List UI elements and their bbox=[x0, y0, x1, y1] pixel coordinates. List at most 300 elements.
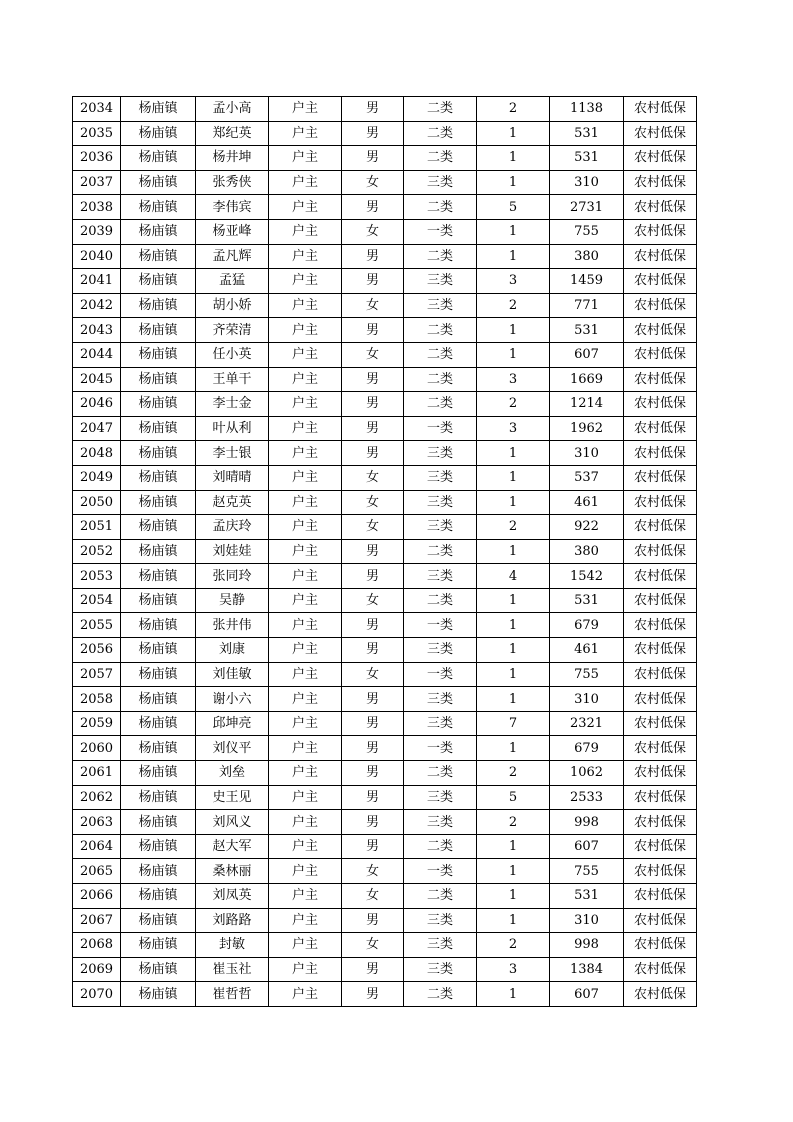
relation-cell: 户主 bbox=[269, 97, 342, 122]
town-cell: 杨庙镇 bbox=[121, 146, 196, 171]
table-row bbox=[73, 834, 697, 859]
name-cell: 崔哲哲 bbox=[196, 982, 269, 1007]
town-cell: 杨庙镇 bbox=[121, 662, 196, 687]
household-size-cell: 3 bbox=[477, 367, 550, 392]
assistance-type-cell: 农村低保 bbox=[624, 170, 697, 195]
household-size-cell: 1 bbox=[477, 146, 550, 171]
name-cell: 吴静 bbox=[196, 588, 269, 613]
relation-cell: 户主 bbox=[269, 564, 342, 589]
amount-cell: 679 bbox=[550, 736, 624, 761]
table-row bbox=[73, 97, 697, 122]
row-number-cell: 2052 bbox=[73, 539, 121, 564]
amount-cell: 1542 bbox=[550, 564, 624, 589]
category-cell: 二类 bbox=[404, 244, 477, 269]
gender-cell: 女 bbox=[342, 884, 404, 909]
town-cell: 杨庙镇 bbox=[121, 342, 196, 367]
table-row bbox=[73, 859, 697, 884]
name-cell: 任小英 bbox=[196, 342, 269, 367]
category-cell: 二类 bbox=[404, 539, 477, 564]
row-number-cell: 2043 bbox=[73, 318, 121, 343]
relation-cell: 户主 bbox=[269, 392, 342, 417]
relation-cell: 户主 bbox=[269, 908, 342, 933]
town-cell: 杨庙镇 bbox=[121, 269, 196, 294]
amount-cell: 310 bbox=[550, 908, 624, 933]
row-number-cell: 2047 bbox=[73, 416, 121, 441]
gender-cell: 男 bbox=[342, 834, 404, 859]
relation-cell: 户主 bbox=[269, 785, 342, 810]
name-cell: 孟猛 bbox=[196, 269, 269, 294]
town-cell: 杨庙镇 bbox=[121, 810, 196, 835]
amount-cell: 380 bbox=[550, 244, 624, 269]
name-cell: 孟凡辉 bbox=[196, 244, 269, 269]
name-cell: 史王见 bbox=[196, 785, 269, 810]
assistance-type-cell: 农村低保 bbox=[624, 564, 697, 589]
assistance-type-cell: 农村低保 bbox=[624, 613, 697, 638]
assistance-type-cell: 农村低保 bbox=[624, 490, 697, 515]
amount-cell: 531 bbox=[550, 146, 624, 171]
amount-cell: 771 bbox=[550, 293, 624, 318]
relation-cell: 户主 bbox=[269, 982, 342, 1007]
assistance-type-cell: 农村低保 bbox=[624, 367, 697, 392]
row-number-cell: 2060 bbox=[73, 736, 121, 761]
amount-cell: 607 bbox=[550, 982, 624, 1007]
name-cell: 杨井坤 bbox=[196, 146, 269, 171]
relation-cell: 户主 bbox=[269, 244, 342, 269]
assistance-type-cell: 农村低保 bbox=[624, 982, 697, 1007]
gender-cell: 男 bbox=[342, 416, 404, 441]
category-cell: 二类 bbox=[404, 121, 477, 146]
relation-cell: 户主 bbox=[269, 834, 342, 859]
gender-cell: 男 bbox=[342, 982, 404, 1007]
gender-cell: 男 bbox=[342, 564, 404, 589]
town-cell: 杨庙镇 bbox=[121, 564, 196, 589]
town-cell: 杨庙镇 bbox=[121, 908, 196, 933]
name-cell: 孟小高 bbox=[196, 97, 269, 122]
household-size-cell: 5 bbox=[477, 195, 550, 220]
gender-cell: 女 bbox=[342, 662, 404, 687]
name-cell: 谢小六 bbox=[196, 687, 269, 712]
row-number-cell: 2041 bbox=[73, 269, 121, 294]
household-size-cell: 1 bbox=[477, 662, 550, 687]
relation-cell: 户主 bbox=[269, 441, 342, 466]
gender-cell: 男 bbox=[342, 269, 404, 294]
household-size-cell: 3 bbox=[477, 416, 550, 441]
table-row bbox=[73, 711, 697, 736]
amount-cell: 531 bbox=[550, 884, 624, 909]
name-cell: 孟庆玲 bbox=[196, 515, 269, 540]
assistance-type-cell: 农村低保 bbox=[624, 219, 697, 244]
table-row bbox=[73, 736, 697, 761]
town-cell: 杨庙镇 bbox=[121, 219, 196, 244]
assistance-type-cell: 农村低保 bbox=[624, 539, 697, 564]
household-size-cell: 1 bbox=[477, 539, 550, 564]
town-cell: 杨庙镇 bbox=[121, 97, 196, 122]
household-size-cell: 1 bbox=[477, 687, 550, 712]
town-cell: 杨庙镇 bbox=[121, 515, 196, 540]
table-row bbox=[73, 219, 697, 244]
household-size-cell: 1 bbox=[477, 170, 550, 195]
table-row bbox=[73, 392, 697, 417]
table-row bbox=[73, 441, 697, 466]
amount-cell: 1384 bbox=[550, 957, 624, 982]
household-size-cell: 1 bbox=[477, 121, 550, 146]
relation-cell: 户主 bbox=[269, 638, 342, 663]
assistance-type-cell: 农村低保 bbox=[624, 293, 697, 318]
name-cell: 李士银 bbox=[196, 441, 269, 466]
amount-cell: 2533 bbox=[550, 785, 624, 810]
gender-cell: 男 bbox=[342, 687, 404, 712]
assistance-type-cell: 农村低保 bbox=[624, 392, 697, 417]
category-cell: 二类 bbox=[404, 884, 477, 909]
town-cell: 杨庙镇 bbox=[121, 859, 196, 884]
gender-cell: 男 bbox=[342, 121, 404, 146]
row-number-cell: 2059 bbox=[73, 711, 121, 736]
row-number-cell: 2058 bbox=[73, 687, 121, 712]
town-cell: 杨庙镇 bbox=[121, 761, 196, 786]
name-cell: 赵大军 bbox=[196, 834, 269, 859]
relation-cell: 户主 bbox=[269, 810, 342, 835]
gender-cell: 男 bbox=[342, 638, 404, 663]
category-cell: 二类 bbox=[404, 146, 477, 171]
category-cell: 二类 bbox=[404, 342, 477, 367]
category-cell: 一类 bbox=[404, 736, 477, 761]
name-cell: 胡小娇 bbox=[196, 293, 269, 318]
household-size-cell: 1 bbox=[477, 219, 550, 244]
row-number-cell: 2069 bbox=[73, 957, 121, 982]
name-cell: 刘风义 bbox=[196, 810, 269, 835]
assistance-type-cell: 农村低保 bbox=[624, 908, 697, 933]
amount-cell: 1062 bbox=[550, 761, 624, 786]
household-size-cell: 1 bbox=[477, 318, 550, 343]
relation-cell: 户主 bbox=[269, 490, 342, 515]
category-cell: 三类 bbox=[404, 687, 477, 712]
table-row bbox=[73, 662, 697, 687]
row-number-cell: 2040 bbox=[73, 244, 121, 269]
category-cell: 三类 bbox=[404, 441, 477, 466]
town-cell: 杨庙镇 bbox=[121, 490, 196, 515]
relation-cell: 户主 bbox=[269, 170, 342, 195]
name-cell: 叶从利 bbox=[196, 416, 269, 441]
amount-cell: 531 bbox=[550, 588, 624, 613]
row-number-cell: 2063 bbox=[73, 810, 121, 835]
gender-cell: 女 bbox=[342, 490, 404, 515]
row-number-cell: 2066 bbox=[73, 884, 121, 909]
assistance-type-cell: 农村低保 bbox=[624, 834, 697, 859]
household-size-cell: 7 bbox=[477, 711, 550, 736]
table-row bbox=[73, 318, 697, 343]
category-cell: 二类 bbox=[404, 195, 477, 220]
gender-cell: 男 bbox=[342, 785, 404, 810]
gender-cell: 女 bbox=[342, 342, 404, 367]
household-size-cell: 2 bbox=[477, 392, 550, 417]
table-row bbox=[73, 195, 697, 220]
town-cell: 杨庙镇 bbox=[121, 588, 196, 613]
relation-cell: 户主 bbox=[269, 318, 342, 343]
household-size-cell: 1 bbox=[477, 982, 550, 1007]
category-cell: 一类 bbox=[404, 662, 477, 687]
assistance-type-cell: 农村低保 bbox=[624, 121, 697, 146]
amount-cell: 2321 bbox=[550, 711, 624, 736]
table-row bbox=[73, 761, 697, 786]
town-cell: 杨庙镇 bbox=[121, 638, 196, 663]
category-cell: 三类 bbox=[404, 490, 477, 515]
assistance-type-cell: 农村低保 bbox=[624, 957, 697, 982]
assistance-type-cell: 农村低保 bbox=[624, 761, 697, 786]
gender-cell: 男 bbox=[342, 97, 404, 122]
household-size-cell: 4 bbox=[477, 564, 550, 589]
town-cell: 杨庙镇 bbox=[121, 416, 196, 441]
amount-cell: 310 bbox=[550, 170, 624, 195]
name-cell: 刘仪平 bbox=[196, 736, 269, 761]
assistance-type-cell: 农村低保 bbox=[624, 269, 697, 294]
category-cell: 二类 bbox=[404, 761, 477, 786]
relation-cell: 户主 bbox=[269, 859, 342, 884]
household-size-cell: 1 bbox=[477, 908, 550, 933]
assistance-type-cell: 农村低保 bbox=[624, 416, 697, 441]
table-row bbox=[73, 515, 697, 540]
table-row bbox=[73, 638, 697, 663]
amount-cell: 1214 bbox=[550, 392, 624, 417]
table-row bbox=[73, 588, 697, 613]
name-cell: 张井伟 bbox=[196, 613, 269, 638]
household-size-cell: 2 bbox=[477, 97, 550, 122]
category-cell: 三类 bbox=[404, 957, 477, 982]
relation-cell: 户主 bbox=[269, 269, 342, 294]
category-cell: 三类 bbox=[404, 515, 477, 540]
household-size-cell: 2 bbox=[477, 515, 550, 540]
row-number-cell: 2070 bbox=[73, 982, 121, 1007]
relation-cell: 户主 bbox=[269, 711, 342, 736]
town-cell: 杨庙镇 bbox=[121, 736, 196, 761]
gender-cell: 女 bbox=[342, 293, 404, 318]
category-cell: 三类 bbox=[404, 170, 477, 195]
row-number-cell: 2053 bbox=[73, 564, 121, 589]
name-cell: 桑林丽 bbox=[196, 859, 269, 884]
gender-cell: 男 bbox=[342, 810, 404, 835]
category-cell: 二类 bbox=[404, 392, 477, 417]
town-cell: 杨庙镇 bbox=[121, 121, 196, 146]
gender-cell: 男 bbox=[342, 195, 404, 220]
amount-cell: 755 bbox=[550, 219, 624, 244]
table-row bbox=[73, 367, 697, 392]
gender-cell: 男 bbox=[342, 736, 404, 761]
table-row bbox=[73, 884, 697, 909]
table-row bbox=[73, 293, 697, 318]
table-body bbox=[73, 97, 697, 1007]
relation-cell: 户主 bbox=[269, 884, 342, 909]
row-number-cell: 2050 bbox=[73, 490, 121, 515]
town-cell: 杨庙镇 bbox=[121, 834, 196, 859]
amount-cell: 1669 bbox=[550, 367, 624, 392]
amount-cell: 922 bbox=[550, 515, 624, 540]
amount-cell: 531 bbox=[550, 318, 624, 343]
relation-cell: 户主 bbox=[269, 933, 342, 958]
amount-cell: 310 bbox=[550, 441, 624, 466]
town-cell: 杨庙镇 bbox=[121, 933, 196, 958]
amount-cell: 2731 bbox=[550, 195, 624, 220]
relation-cell: 户主 bbox=[269, 957, 342, 982]
relation-cell: 户主 bbox=[269, 687, 342, 712]
name-cell: 邱坤亮 bbox=[196, 711, 269, 736]
relation-cell: 户主 bbox=[269, 588, 342, 613]
assistance-type-cell: 农村低保 bbox=[624, 97, 697, 122]
relation-cell: 户主 bbox=[269, 367, 342, 392]
amount-cell: 531 bbox=[550, 121, 624, 146]
name-cell: 封敏 bbox=[196, 933, 269, 958]
category-cell: 二类 bbox=[404, 318, 477, 343]
category-cell: 二类 bbox=[404, 834, 477, 859]
category-cell: 三类 bbox=[404, 810, 477, 835]
row-number-cell: 2049 bbox=[73, 465, 121, 490]
amount-cell: 537 bbox=[550, 465, 624, 490]
name-cell: 李伟宾 bbox=[196, 195, 269, 220]
table-row bbox=[73, 810, 697, 835]
category-cell: 二类 bbox=[404, 367, 477, 392]
amount-cell: 755 bbox=[550, 859, 624, 884]
row-number-cell: 2037 bbox=[73, 170, 121, 195]
category-cell: 三类 bbox=[404, 638, 477, 663]
household-size-cell: 1 bbox=[477, 244, 550, 269]
household-size-cell: 1 bbox=[477, 490, 550, 515]
town-cell: 杨庙镇 bbox=[121, 711, 196, 736]
category-cell: 三类 bbox=[404, 908, 477, 933]
gender-cell: 男 bbox=[342, 613, 404, 638]
relation-cell: 户主 bbox=[269, 342, 342, 367]
amount-cell: 380 bbox=[550, 539, 624, 564]
name-cell: 李士金 bbox=[196, 392, 269, 417]
household-size-cell: 1 bbox=[477, 859, 550, 884]
category-cell: 三类 bbox=[404, 564, 477, 589]
assistance-type-cell: 农村低保 bbox=[624, 318, 697, 343]
assistance-type-cell: 农村低保 bbox=[624, 662, 697, 687]
assistance-type-cell: 农村低保 bbox=[624, 515, 697, 540]
table-row bbox=[73, 982, 697, 1007]
assistance-type-cell: 农村低保 bbox=[624, 687, 697, 712]
amount-cell: 998 bbox=[550, 810, 624, 835]
name-cell: 杨亚峰 bbox=[196, 219, 269, 244]
household-size-cell: 2 bbox=[477, 761, 550, 786]
table-row bbox=[73, 490, 697, 515]
row-number-cell: 2034 bbox=[73, 97, 121, 122]
relation-cell: 户主 bbox=[269, 761, 342, 786]
category-cell: 三类 bbox=[404, 269, 477, 294]
relation-cell: 户主 bbox=[269, 736, 342, 761]
name-cell: 郑纪英 bbox=[196, 121, 269, 146]
amount-cell: 310 bbox=[550, 687, 624, 712]
town-cell: 杨庙镇 bbox=[121, 785, 196, 810]
gender-cell: 女 bbox=[342, 515, 404, 540]
gender-cell: 男 bbox=[342, 392, 404, 417]
relation-cell: 户主 bbox=[269, 219, 342, 244]
gender-cell: 女 bbox=[342, 588, 404, 613]
gender-cell: 女 bbox=[342, 465, 404, 490]
town-cell: 杨庙镇 bbox=[121, 441, 196, 466]
assistance-type-cell: 农村低保 bbox=[624, 933, 697, 958]
row-number-cell: 2048 bbox=[73, 441, 121, 466]
assistance-type-cell: 农村低保 bbox=[624, 810, 697, 835]
table-row bbox=[73, 170, 697, 195]
row-number-cell: 2046 bbox=[73, 392, 121, 417]
gender-cell: 男 bbox=[342, 146, 404, 171]
name-cell: 崔玉社 bbox=[196, 957, 269, 982]
gender-cell: 男 bbox=[342, 539, 404, 564]
category-cell: 二类 bbox=[404, 588, 477, 613]
name-cell: 刘晴晴 bbox=[196, 465, 269, 490]
household-size-cell: 1 bbox=[477, 613, 550, 638]
table-row bbox=[73, 933, 697, 958]
gender-cell: 男 bbox=[342, 367, 404, 392]
row-number-cell: 2036 bbox=[73, 146, 121, 171]
category-cell: 一类 bbox=[404, 416, 477, 441]
category-cell: 一类 bbox=[404, 613, 477, 638]
name-cell: 刘凤英 bbox=[196, 884, 269, 909]
category-cell: 二类 bbox=[404, 97, 477, 122]
town-cell: 杨庙镇 bbox=[121, 982, 196, 1007]
name-cell: 王单干 bbox=[196, 367, 269, 392]
row-number-cell: 2062 bbox=[73, 785, 121, 810]
row-number-cell: 2056 bbox=[73, 638, 121, 663]
amount-cell: 998 bbox=[550, 933, 624, 958]
gender-cell: 男 bbox=[342, 318, 404, 343]
household-size-cell: 2 bbox=[477, 933, 550, 958]
amount-cell: 607 bbox=[550, 342, 624, 367]
amount-cell: 1962 bbox=[550, 416, 624, 441]
row-number-cell: 2054 bbox=[73, 588, 121, 613]
table-row bbox=[73, 416, 697, 441]
name-cell: 刘佳敏 bbox=[196, 662, 269, 687]
household-size-cell: 3 bbox=[477, 269, 550, 294]
table-row bbox=[73, 613, 697, 638]
household-size-cell: 5 bbox=[477, 785, 550, 810]
row-number-cell: 2045 bbox=[73, 367, 121, 392]
table-row bbox=[73, 687, 697, 712]
gender-cell: 男 bbox=[342, 957, 404, 982]
relief-roster-table bbox=[72, 96, 697, 1007]
relation-cell: 户主 bbox=[269, 146, 342, 171]
relation-cell: 户主 bbox=[269, 293, 342, 318]
amount-cell: 1459 bbox=[550, 269, 624, 294]
row-number-cell: 2065 bbox=[73, 859, 121, 884]
amount-cell: 755 bbox=[550, 662, 624, 687]
category-cell: 一类 bbox=[404, 859, 477, 884]
row-number-cell: 2039 bbox=[73, 219, 121, 244]
category-cell: 二类 bbox=[404, 982, 477, 1007]
name-cell: 刘娃娃 bbox=[196, 539, 269, 564]
household-size-cell: 1 bbox=[477, 588, 550, 613]
gender-cell: 男 bbox=[342, 761, 404, 786]
town-cell: 杨庙镇 bbox=[121, 367, 196, 392]
town-cell: 杨庙镇 bbox=[121, 957, 196, 982]
household-size-cell: 1 bbox=[477, 834, 550, 859]
household-size-cell: 1 bbox=[477, 638, 550, 663]
relation-cell: 户主 bbox=[269, 539, 342, 564]
row-number-cell: 2051 bbox=[73, 515, 121, 540]
amount-cell: 1138 bbox=[550, 97, 624, 122]
amount-cell: 461 bbox=[550, 490, 624, 515]
row-number-cell: 2067 bbox=[73, 908, 121, 933]
table-row bbox=[73, 539, 697, 564]
category-cell: 三类 bbox=[404, 465, 477, 490]
table-row bbox=[73, 465, 697, 490]
table-row bbox=[73, 908, 697, 933]
town-cell: 杨庙镇 bbox=[121, 465, 196, 490]
category-cell: 三类 bbox=[404, 933, 477, 958]
town-cell: 杨庙镇 bbox=[121, 318, 196, 343]
row-number-cell: 2064 bbox=[73, 834, 121, 859]
relation-cell: 户主 bbox=[269, 465, 342, 490]
gender-cell: 男 bbox=[342, 711, 404, 736]
row-number-cell: 2038 bbox=[73, 195, 121, 220]
